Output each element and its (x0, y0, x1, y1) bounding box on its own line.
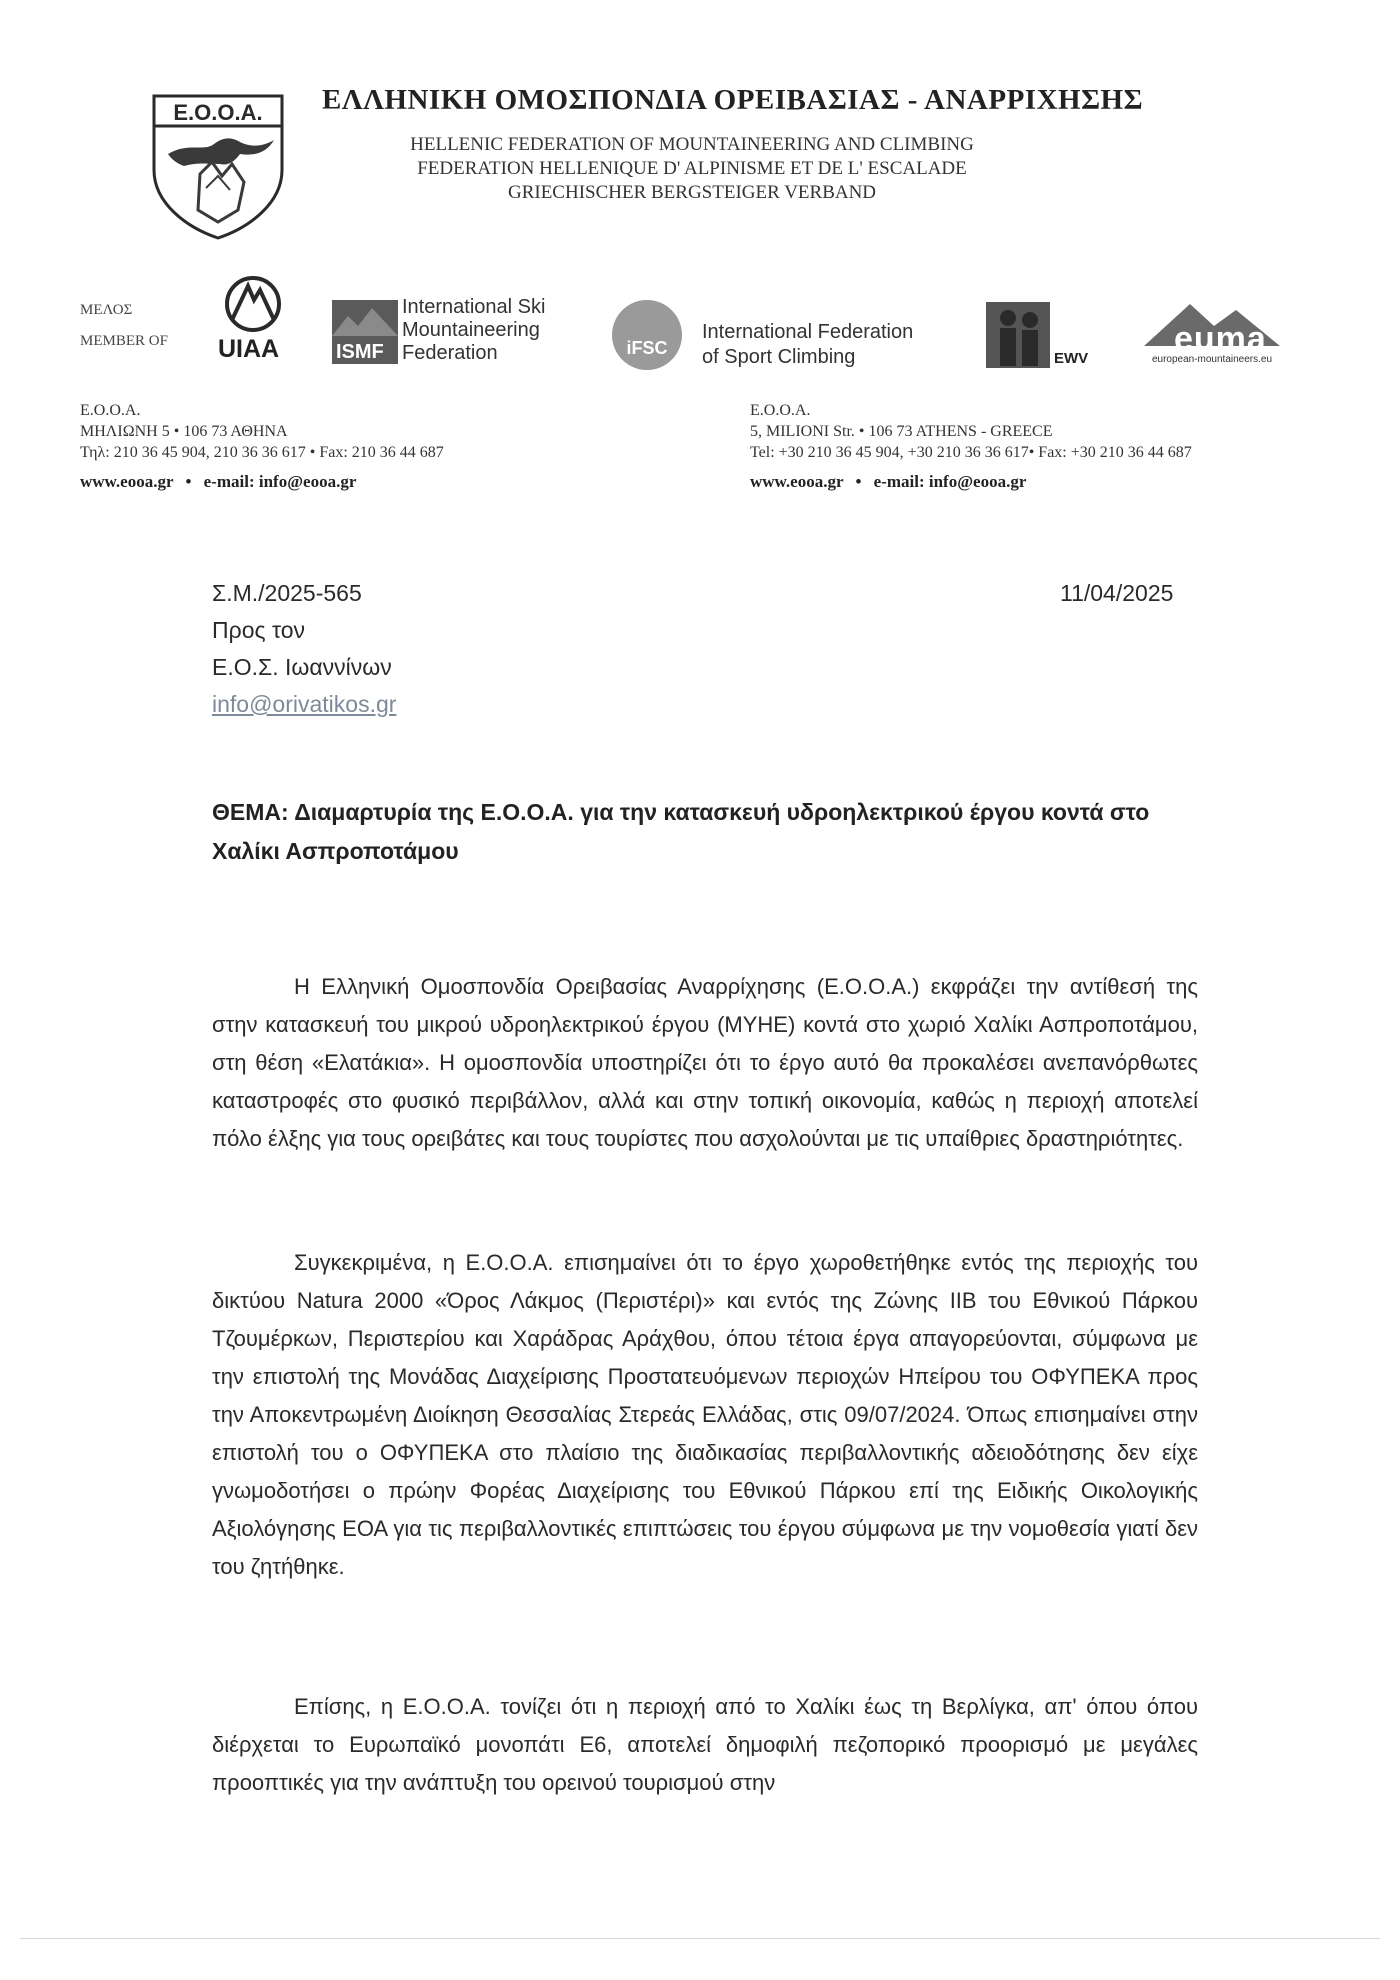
address-english (750, 400, 1192, 463)
crest-label: E.O.O.A. (173, 100, 263, 125)
ifsc-logo-badge (612, 300, 682, 370)
email-link-english[interactable]: e-mail: info@eooa.gr (873, 472, 1027, 491)
letter-subject: ΘΕΜΑ: Διαμαρτυρία της Ε.Ο.Ο.Α. για την κατασκευή υδροηλεκτρικού έργου κοντά στο Χαλίκι Ασπροποτάμου (212, 799, 1150, 864)
address-english-phone: Tel: +30 210 36 45 904, +30 210 36 36 617• Fax: +30 210 36 44 687 (750, 444, 1192, 461)
federation-crest-logo (148, 92, 288, 242)
ismf-name-line-1: International Ski (402, 296, 546, 318)
contact-greek (80, 472, 356, 492)
body-paragraph: Επίσης, η Ε.Ο.Ο.Α. τονίζει ότι η περιοχή από το Χαλίκι έως τη Βερλίγκα, απ' όπου όπου διέρχεται το Ευρωπαϊκό μονοπάτι Ε6, αποτελεί δημοφιλή πεζοπορικό προορισμό με μεγάλες προοπτικές για την ανάπτυξη του ορεινού τουρισμού στην (212, 1694, 1198, 1795)
address-greek-org: E.O.O.A. (80, 402, 141, 419)
ismf-name-line-2: Mountaineering (402, 319, 540, 341)
ismf-name (402, 296, 545, 365)
address-english-org: E.O.O.A. (750, 402, 811, 419)
address-greek-street: ΜΗΛΙΩΝΗ 5 • 106 73 ΑΘΗΝΑ (80, 423, 288, 440)
crest-shield-icon (148, 92, 288, 242)
ismf-logo-badge (332, 300, 398, 364)
recipient-line-1: Προς τον (212, 617, 306, 643)
euma-label: euma (1174, 320, 1267, 358)
ismf-mountain-icon (332, 300, 398, 336)
website-link-greek[interactable]: www.eooa.gr (80, 472, 174, 491)
ewv-climbers-icon (986, 302, 1050, 368)
email-link-greek[interactable]: e-mail: info@eooa.gr (203, 472, 357, 491)
page-bottom-divider (20, 1938, 1380, 1939)
ismf-badge-label: ISMF (336, 341, 384, 363)
recipient-email-link[interactable]: info@orivatikos.gr (212, 691, 397, 717)
bullet-separator: • (185, 472, 192, 491)
ifsc-name-line-2: of Sport Climbing (702, 346, 856, 368)
member-of-label-greek: ΜΕΛΟΣ (80, 302, 133, 318)
ewv-logo-image (986, 302, 1050, 368)
euma-url: european-mountaineers.eu (1151, 354, 1273, 365)
federation-title-german: GRIECHISCHER BERGSTEIGER VERBAND (507, 182, 877, 203)
contact-english (750, 472, 1026, 492)
member-of-label-english: MEMBER OF (80, 333, 168, 349)
ewv-label: EWV (1054, 350, 1089, 367)
recipient-line-2: Ε.Ο.Σ. Ιωαννίνων (212, 654, 392, 680)
federation-title-french: FEDERATION HELLENIQUE D' ALPINISME ET DE L' ESCALADE (417, 158, 967, 179)
website-link-english[interactable]: www.eooa.gr (750, 472, 844, 491)
uiaa-logo (218, 274, 288, 370)
address-greek (80, 400, 444, 463)
recipient-email (212, 691, 396, 718)
body-paragraph: Η Ελληνική Ομοσπονδία Ορειβασίας Αναρρίχησης (Ε.Ο.Ο.Α.) εκφράζει την αντίθεσή της στην κατασκευή του μικρού υδροηλεκτρικού έργου (ΜΥΗΕ) κοντά στο χωριό Χαλίκι Ασπροποτάμου, στη θέση «Ελατάκια». Η ομοσπονδία υποστηρίζει ότι το έργο αυτό θα προκαλέσει ανεπανόρθωτες καταστροφές στο φυσικό περιβάλλον, αλλά και στην τοπική οικονομία, καθώς η περιοχή αποτελεί πόλο έλξης για τους ορειβάτες και τους τουρίστες που ασχολούνται με τις υπαίθριες δραστηριότητες. (212, 974, 1198, 1151)
address-greek-phone: Τηλ: 210 36 45 904, 210 36 36 617 • Fax: 210 36 44 687 (80, 444, 444, 461)
address-english-street: 5, MILIONI Str. • 106 73 ATHENS - GREECE (750, 423, 1053, 440)
reference-number: Σ.Μ./2025-565 (212, 580, 362, 606)
federation-title-greek: ΕΛΛΗΝΙΚΗ ΟΜΟΣΠΟΝΔΙΑ ΟΡΕΙΒΑΣΙΑΣ - ΑΝΑΡΡΙΧΗΣΗΣ (322, 84, 1144, 116)
uiaa-label: UIAA (218, 335, 280, 363)
bullet-separator: • (855, 472, 862, 491)
ifsc-badge-label: iFSC (626, 338, 668, 358)
euma-logo (1144, 296, 1280, 368)
body-paragraph: Συγκεκριμένα, η Ε.Ο.Ο.Α. επισημαίνει ότι το έργο χωροθετήθηκε εντός της περιοχής του δικτύου Natura 2000 «Όρος Λάκμος (Περιστέρι)» και εντός της Ζώνης ΙΙΒ του Εθνικού Πάρκου Τζουμέρκων, Περιστερίου και Χαράδρας Αράχθου, όπου τέτοια έργα απαγορεύονται, σύμφωνα με την επιστολή της Μονάδας Διαχείρισης Προστατευόμενων περιοχών Ηπείρου του ΟΦΥΠΕΚΑ προς την Αποκεντρωμένη Διοίκηση Θεσσαλίας Στερεάς Ελλάδας, στις 09/07/2024. Όπως επισημαίνει στην επιστολή του ο ΟΦΥΠΕΚΑ στο πλαίσιο της διαδικασίας περιβαλλοντικής αδειοδότησης δεν είχε γνωμοδοτήσει ο πρώην Φορέας Διαχείρισης του Εθνικού Πάρκου επί της Ειδικής Οικολογικής Αξιολόγησης ΕΟΑ για τις περιβαλλοντικές επιπτώσεις του έργου σύμφωνα με την νομοθεσία γιατί δεν του ζητήθηκε. (212, 1250, 1198, 1579)
uiaa-mountain-icon (218, 274, 288, 334)
ifsc-name-line-1: International Federation (702, 321, 914, 343)
ismf-name-line-3: Federation (402, 342, 498, 364)
federation-title-english: HELLENIC FEDERATION OF MOUNTAINEERING AND CLIMBING (410, 134, 974, 155)
letter-date: 11/04/2025 (1060, 580, 1174, 606)
ifsc-name (702, 320, 913, 370)
